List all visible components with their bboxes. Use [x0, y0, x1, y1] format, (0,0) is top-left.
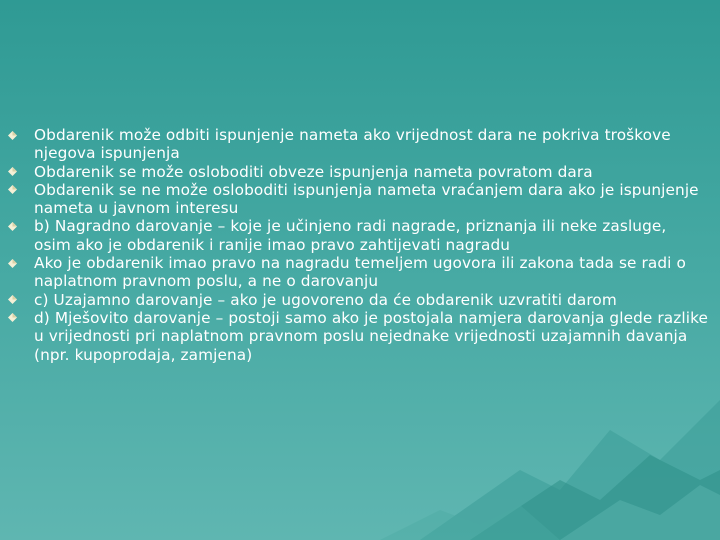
bullet-text: Obdarenik se ne može osloboditi ispunjenja nameta vraćanjem dara ako je ispunjenje nameta u javnom interesu: [34, 180, 699, 218]
bullet-text: Ako je obdarenik imao pravo na nagradu temeljem ugovora ili zakona tada se radi o naplatnom pravnom poslu, a ne o darovanju: [34, 254, 686, 291]
list-item: [8, 163, 708, 181]
bullet-text: – koje je učinjeno radi nagrade, priznanja ili neke zasluge, osim ako je obdarenik i ranije imao pravo zahtijevati nagradu: [34, 217, 667, 254]
bullet-lead: b) Nagradno darovanje: [34, 217, 213, 236]
diamond-bullet-icon: [8, 313, 17, 322]
diamond-bullet-icon: [8, 131, 17, 140]
list-item: [8, 181, 708, 218]
bullet-text: Obdarenik može odbiti ispunjenje nameta ako vrijednost dara ne pokriva troškove njegova ispunjenja: [34, 126, 671, 163]
diamond-bullet-icon: [8, 222, 17, 231]
diamond-bullet-icon: [8, 259, 17, 268]
list-item: [8, 309, 708, 364]
bullet-text: – ako je ugovoreno da će obdarenik uzvratiti darom: [212, 290, 617, 309]
bullet-text: – postoji samo ako je postojala namjera darovanja glede razlike u vrijednosti pri naplatnom pravnom poslu nejednake vrijednosti uzajamnih davanja (npr. kupoprodaja, zamjena): [34, 308, 709, 364]
bullet-lead: d) Mješovito darovanje: [34, 308, 211, 327]
bullet-text: Obdarenik se može osloboditi obveze ispunjenja nameta povratom dara: [34, 162, 593, 181]
diamond-bullet-icon: [8, 295, 17, 304]
list-item: [8, 291, 708, 309]
diamond-bullet-icon: [8, 167, 17, 176]
bullet-lead: c) Uzajamno darovanje: [34, 290, 213, 309]
list-item: [8, 217, 708, 254]
bullet-list: [8, 126, 708, 364]
list-item: [8, 254, 708, 291]
list-item: [8, 126, 708, 163]
diamond-bullet-icon: [8, 185, 17, 194]
